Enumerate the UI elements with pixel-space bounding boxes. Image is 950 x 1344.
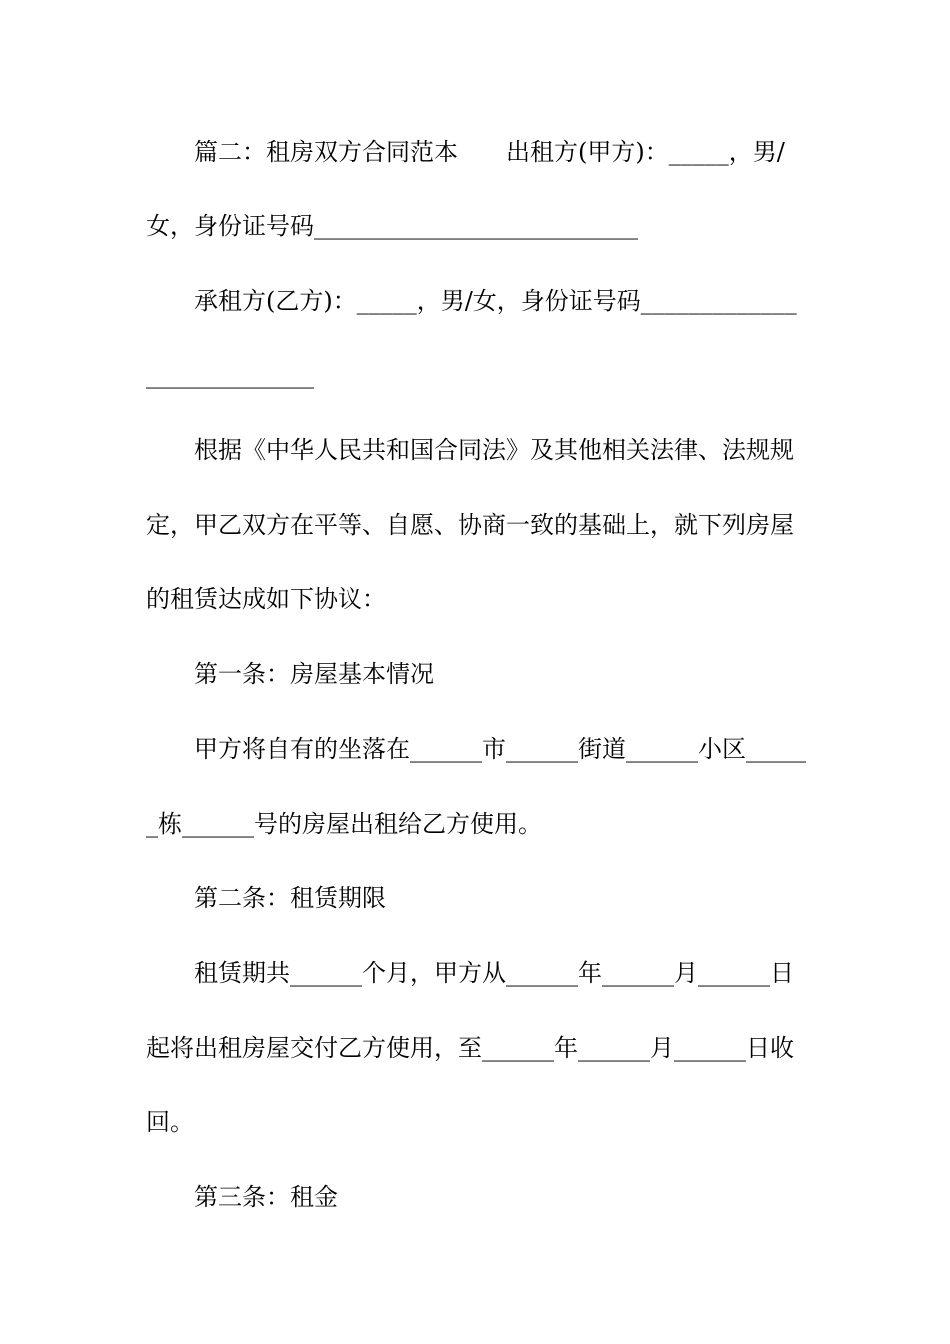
text-line: 根据《中华人民共和国合同法》及其他相关法律、法规规 (194, 436, 794, 464)
section-title: 第三条：租金 (194, 1183, 338, 1211)
text-line: 承租方(乙方)：_____，男/女，身份证号码_____________ (194, 287, 797, 315)
section-title: 第二条：租赁期限 (194, 884, 386, 912)
text-line: 女，身份证号码___________________________ (146, 212, 638, 240)
text-line: 租赁期共______个月，甲方从______年______月______日 (194, 959, 794, 987)
text-line: 的租赁达成如下协议： (146, 585, 386, 613)
text-line: ______________ (146, 361, 314, 389)
text-line: _栋______号的房屋出租给乙方使用。 (146, 810, 542, 838)
text-line: 甲方将自有的坐落在______市______街道______小区_____ (194, 735, 806, 763)
text-line: 起将出租房屋交付乙方使用，至______年______月______日收 (146, 1034, 794, 1062)
text-line: 定，甲乙双方在平等、自愿、协商一致的基础上，就下列房屋 (146, 511, 794, 539)
heading-line: 篇二：租房双方合同范本 出租方(甲方)：_____，男/ (194, 138, 785, 166)
section-title: 第一条：房屋基本情况 (194, 660, 434, 688)
text-line: 回。 (146, 1108, 194, 1136)
